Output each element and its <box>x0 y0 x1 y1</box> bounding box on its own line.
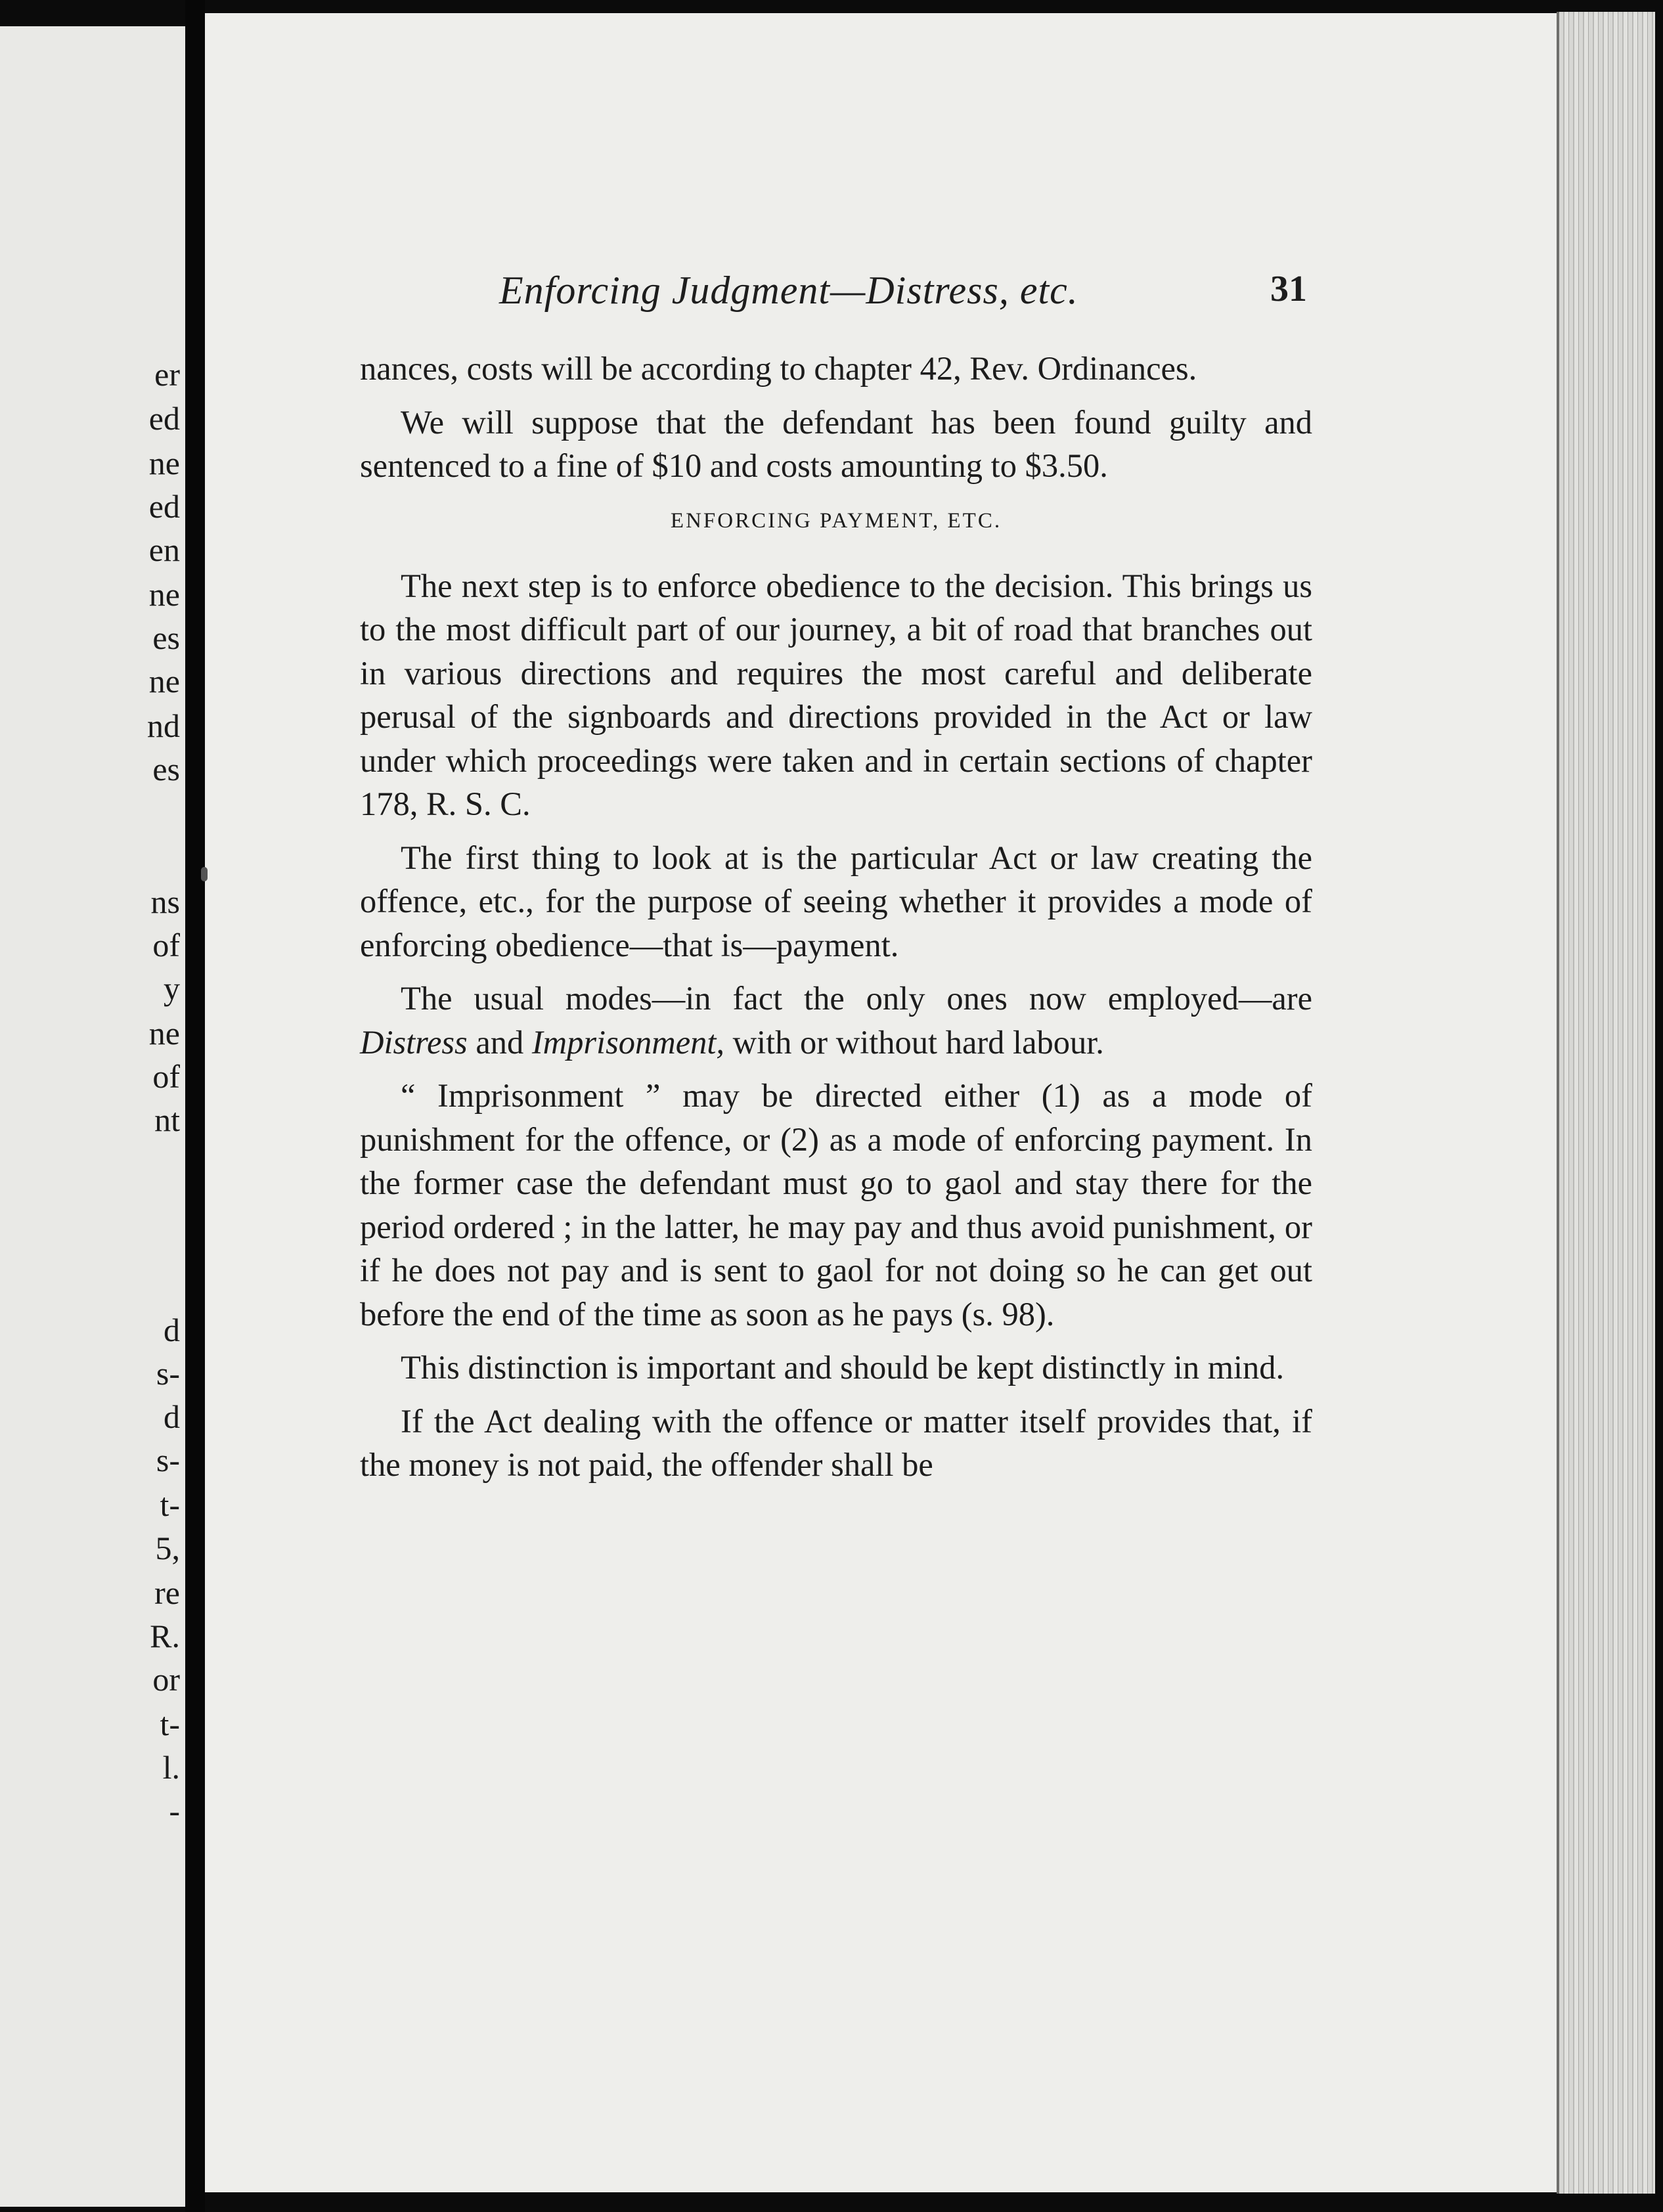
left-page-fragment: of <box>152 1058 180 1095</box>
running-title: Enforcing Judgment—Distress, etc. <box>499 269 1078 312</box>
left-page-fragment: nt <box>154 1101 180 1138</box>
running-head <box>499 268 1307 321</box>
left-page-fragment: ne <box>148 663 180 699</box>
page-number: 31 <box>1270 269 1307 309</box>
left-page-fragment: - <box>169 1792 180 1829</box>
left-page-fragment: y <box>164 970 180 1007</box>
section-heading: ENFORCING PAYMENT, ETC. <box>670 508 1002 533</box>
modes-text-before: The usual modes—in fact the only ones now employed—are <box>401 980 1312 1017</box>
scan-border <box>1655 0 1663 2212</box>
left-page-fragment: ne <box>148 576 180 613</box>
paragraph-fine: We will suppose that the defendant has been found guilty and sentenced to a fine of $10 and costs amounting to $3.50. <box>360 403 1312 484</box>
left-page-fragment: ne <box>148 445 180 481</box>
page-body <box>360 347 1312 1497</box>
previous-page-edge <box>0 26 185 2207</box>
paragraph-first-thing: The first thing to look at is the particular Act or law creating the offence, etc., for the purpose of seeing whether it provides a mode of enforcing obedience—that is—payment. <box>360 839 1312 963</box>
paragraph-if-act: If the Act dealing with the offence or matter itself provides that, if the money is not paid, the offender shall be <box>360 1402 1312 1483</box>
left-page-fragment: er <box>154 356 180 393</box>
left-page-fragment: s- <box>156 1355 180 1392</box>
modes-text-and: and <box>467 1023 532 1061</box>
left-page-fragment: re <box>154 1574 180 1611</box>
left-page-fragment: ed <box>148 400 180 437</box>
left-page-fragment: t- <box>160 1486 180 1523</box>
paragraph-distinction: This distinction is important and should be kept distinctly in mind. <box>401 1349 1285 1386</box>
left-page-fragment: of <box>152 927 180 963</box>
left-page-fragment: d <box>164 1398 180 1435</box>
modes-text-after: with or without hard labour. <box>724 1023 1104 1061</box>
left-page-fragment: s- <box>156 1442 180 1478</box>
page-smudge <box>201 867 208 881</box>
modes-imprisonment: Imprisonment, <box>531 1023 725 1061</box>
left-page-fragment: ns <box>150 883 180 920</box>
paragraph-next-step: The next step is to enforce obedience to the decision. This brings us to the most difficult part of our journey, a bit of road that branches out in various directions and requires the most careful and deliberate perusal of the signboards and directions provided in the Act or law under which proceedings were taken and in certain sections of chapter 178, R. S. C. <box>360 567 1312 822</box>
paragraph-imprisonment: “ Imprisonment ” may be directed either (1) as a mode of punishment for the offence, or (2) as a mode of enforcing payment. In the former case the defendant must go to gaol and stay there for the period ordered ; in the latter, he may pay and thus avoid punishment, or if he does not pay and is sent to gaol for not doing so he can get out before the end of the time as soon as he pays (s. 98). <box>360 1077 1312 1333</box>
left-page-fragment: d <box>164 1312 180 1348</box>
left-page-fragment: es <box>152 751 180 787</box>
modes-distress: Distress <box>360 1023 468 1061</box>
left-page-fragment: ne <box>148 1015 180 1051</box>
book-gutter <box>185 0 205 2212</box>
page-stack-edge <box>1557 12 1658 2194</box>
left-page-fragment: t- <box>160 1706 180 1742</box>
left-page-fragment: 5, <box>155 1530 180 1566</box>
paragraph-usual-modes <box>360 977 1312 1064</box>
left-page-fragment: or <box>152 1661 180 1698</box>
left-page-fragment: l. <box>162 1749 180 1786</box>
left-page-fragment: R. <box>150 1618 180 1654</box>
paragraph-continuation: nances, costs will be according to chapter 42, Rev. Ordinances. <box>360 350 1197 387</box>
left-page-fragment: es <box>152 619 180 656</box>
left-page-fragment: ed <box>148 488 180 525</box>
left-page-fragment: nd <box>147 707 180 744</box>
left-page-fragment: en <box>148 531 180 568</box>
